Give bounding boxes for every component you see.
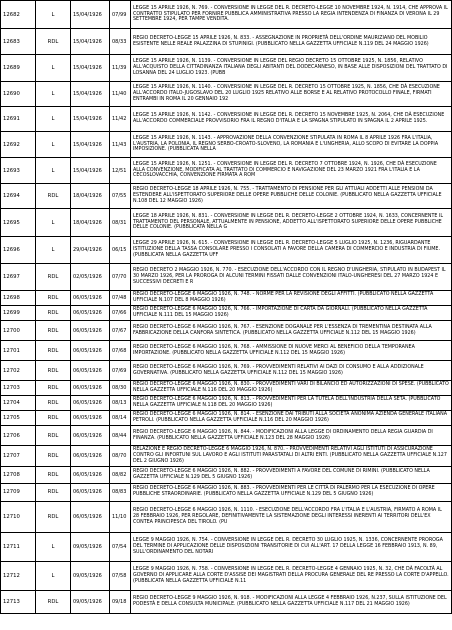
act-type-cell: L: [36, 107, 71, 132]
act-page-cell: 08/30: [110, 381, 131, 396]
act-type-cell: L: [36, 55, 71, 82]
act-type-cell: RDL: [36, 361, 71, 381]
act-type-cell: RDL: [36, 483, 71, 501]
act-page-cell: 11/40: [110, 82, 131, 107]
act-page-cell: 08/31: [110, 209, 131, 237]
act-date-cell: 06/05/1926: [71, 321, 110, 341]
act-type-cell: RDL: [36, 381, 71, 396]
act-date-cell: 06/05/1926: [71, 341, 110, 361]
act-date-cell: 02/05/1926: [71, 264, 110, 291]
act-title-cell: REGIO DECRETO-LEGGE 6 MAGGIO 1926, N. 767. - ESENZIONE DOGANALE PER L'ESSENZA DI TREMENTINA DESTINATA ALLA FABBRICAZIONE DELLA CANFORA SINTETICA. (PUBBLICATO NELLA GAZZETTA UFFICIALE N.112 DEL 15 MAGGIO 1926): [131, 321, 452, 341]
table-row: [1, 158, 452, 184]
act-page-cell: 07/54: [110, 532, 131, 561]
act-number-cell: 12711: [1, 532, 36, 561]
act-type-cell: RDL: [36, 306, 71, 321]
act-title-cell: REGIO DECRETO 2 MAGGIO 1926, N. 770. - ESECUZIONE DELL'ACCORDO CON IL REGNO D'UNGHERIA, STIPULATO IN BUDAPEST IL 30 MARZO 1926, PER LA PROROGA DI ALCUNI TERMINI FISSATI DALLE CONVENZIONI ITALO-UNGHERESI DEL 27 MARZO 1924 E SUCCESSIVI DECRETI E R: [131, 264, 452, 291]
act-number-cell: 12682: [1, 1, 36, 29]
act-number-cell: 12713: [1, 590, 36, 613]
table-row: [1, 107, 452, 132]
table-row: [1, 483, 452, 501]
act-page-cell: 08/33: [110, 29, 131, 55]
table-row: [1, 264, 452, 291]
act-title-cell: REGIO DECRETO-LEGGE 6 MAGGIO 1926, N. 883. - PROVVEDIMENTI PER LE CITTÀ DI PALERMO PER LA ESECUZIONE DI OPERE PUBBLICHE STRAORDINARIE. (PUBBLICATO NELLA GAZZETTA UFFICIALE N.129 DEL 5 GIUGNO 1926): [131, 483, 452, 501]
legislation-table-body: [1, 1, 452, 614]
act-date-cell: 06/05/1926: [71, 466, 110, 483]
table-row: [1, 321, 452, 341]
act-number-cell: 12704: [1, 396, 36, 411]
act-title-cell: REGIO DECRETO-LEGGE 6 MAGGIO 1926, N. 814. - ESENZIONE DAI TRIBUTI ALLA SOCIETÀ ANONIMA AZIENDA GENERALE ITALIANA PETROLI. (PUBBLICATO NELLA GAZZETTA UFFICIALE N.116 DEL 20 MAGGIO 1926): [131, 411, 452, 426]
act-title-cell: REGIO DECRETO-LEGGE 6 MAGGIO 1926, N. 882. - PROVVEDIMENTI A FAVORE DEL COMUNE DI RIMINI. (PUBBLICATO NELLA GAZZETTA UFFICIALE N.129 DEL 5 GIUGNO 1926): [131, 466, 452, 483]
act-date-cell: 15/04/1926: [71, 55, 110, 82]
act-title-cell: LEGGE 15 APRILE 1926, N. 1142. - CONVERSIONE IN LEGGE DEL R. DECRETO 15 NOVEMBRE 1925, N. 2064, CHE DÀ ESECUZIONE ALL'ACCORDO COMMERCIALE PROVVISORIO FRA IL REGNO D'ITALIA E LA SPAGNA STIPULATO IN SPAGNA IL 2 APRILE 1925.: [131, 107, 452, 132]
table-row: [1, 590, 452, 613]
act-number-cell: 12696: [1, 237, 36, 264]
act-type-cell: L: [36, 82, 71, 107]
act-type-cell: L: [36, 237, 71, 264]
act-type-cell: L: [36, 561, 71, 590]
act-number-cell: 12701: [1, 341, 36, 361]
act-title-cell: LEGGE 15 APRILE 1926, N. 1143. - APPROVAZIONE DELLA CONVENZIONE STIPULATA IN ROMA IL 8 APRILE 1926 FRA L'ITALIA, L'AUSTRIA, LA POLONIA, IL REGNO SERBO-CROATO-SLOVENO, LA ROMANIA E L'UNGHERIA, ALLO SCOPO DI EVITARE LA DOPPIA IMPOSIZIONE. (PUBBLICATA NELLA: [131, 132, 452, 158]
act-date-cell: 15/04/1926: [71, 107, 110, 132]
table-row: [1, 466, 452, 483]
act-title-cell: REGIO DECRETO-LEGGE 6 MAGGIO 1926, N. 1110. - ESECUZIONE DELL'ACCORDO FRA L'ITALIA E L'AUSTRIA, FIRMATO A ROMA IL 28 FEBBRAIO 1926, PER REGOLARE, DEFINITIVAMENTE LA SISTEMAZIONE DEGLI INTERESSI INERENTI AI TERRITORI DELL'EX CONTEA PRINCIPESCA DEL TIROLO. (PU: [131, 501, 452, 532]
act-date-cell: 06/05/1926: [71, 446, 110, 467]
act-title-cell: REGIO DECRETO-LEGGE 6 MAGGIO 1926, N. 813. - PROVVEDIMENTI PER LA TUTELA DELL'INDUSTRIA DELLA SETA. (PUBBLICATO NELLA GAZZETTA UFFICIALE N.118 DEL 20 MAGGIO 1926): [131, 396, 452, 411]
act-title-cell: LEGGE 29 APRILE 1926, N. 615. - CONVERSIONE IN LEGGE DEL R. DECRETO-LEGGE 5 LUGLIO 1925, N. 1236, RIGUARDANTE ISTITUZIONE DELLA TASSA CONSOLARE PRESSO I CONSOLATI A FAVORE DELLA CAMERA DI COMMERCIO E INDUSTRIA DI FIUME. (PUBBLICATA NELLA GAZZETTA UFF: [131, 237, 452, 264]
act-type-cell: L: [36, 209, 71, 237]
act-title-cell: LEGGE 15 APRILE 1926, N. 1139. - CONVERSIONE IN LEGGE DEL REGIO DECRETO 15 OTTOBRE 1925, N. 1856, RELATIVO ALL'ACQUISTO DELLA CITTADINANZA ITALIANA DEGLI ABITANTI DEL DODECANNESO, IN BASE ALLE DISPOSIZIONI DEL TRATTATO DI LOSANNA DEL 24 LUGLIO 1923. (PUBB: [131, 55, 452, 82]
act-type-cell: RDL: [36, 501, 71, 532]
table-row: [1, 446, 452, 467]
act-type-cell: L: [36, 532, 71, 561]
table-row: [1, 381, 452, 396]
act-page-cell: 11/39: [110, 55, 131, 82]
act-title-cell: REGIO DECRETO-LEGGE 6 MAGGIO 1926, N. 769. - PROVVEDIMENTI RELATIVI AI DAZI DI CONSUMO E ALLA ADDIZIONALE GOVERNATIVA. (PUBBLICATO NELLA GAZZETTA UFFICIALE N.112 DEL 15 MAGGIO 1926): [131, 361, 452, 381]
act-page-cell: 07/99: [110, 1, 131, 29]
act-title-cell: REGIO DECRETO-LEGGE 9 MAGGIO 1926, N. 918. - MODIFICAZIONI ALLA LEGGE 4 FEBBRAIO 1926, N.237, SULLA ISTITUZIONE DEL PODESTÀ E DELLA CONSULTA MUNICIPALE. (PUBBLICATO NELLA GAZZETTA UFFICIALE N.117 DEL 21 MAGGIO 1926): [131, 590, 452, 613]
act-type-cell: L: [36, 132, 71, 158]
act-number-cell: 12692: [1, 132, 36, 158]
act-date-cell: 06/05/1926: [71, 381, 110, 396]
table-row: [1, 501, 452, 532]
act-page-cell: 08/83: [110, 483, 131, 501]
table-row: [1, 209, 452, 237]
act-type-cell: RDL: [36, 426, 71, 446]
act-title-cell: REGIO DECRETO-LEGGE 6 MAGGIO 1926, N. 748. - NORME PER LA REVISIONE DEGLI AFFITTI. (PUBBLICATO NELLA GAZZETTA UFFICIALE N.107 DEL 8 MAGGIO 1926): [131, 291, 452, 306]
act-page-cell: 07/66: [110, 306, 131, 321]
act-number-cell: 12712: [1, 561, 36, 590]
table-row: [1, 82, 452, 107]
act-title-cell: REGIO DECRETO-LEGGE 6 MAGGIO 1926, N. 768. - AMMISSIONE DI NUOVE MERCI AL BENEFICIO DELLA TEMPORANEA IMPORTAZIONE. (PUBBLICATO NELLA GAZZETTA UFFICIALE N.112 DEL 15 MAGGIO 1926): [131, 341, 452, 361]
act-type-cell: RDL: [36, 29, 71, 55]
act-page-cell: 08/44: [110, 426, 131, 446]
act-type-cell: L: [36, 158, 71, 184]
act-type-cell: RDL: [36, 590, 71, 613]
table-row: [1, 411, 452, 426]
act-title-cell: LEGGE 9 MAGGIO 1926, N. 758. - CONVERSIONE IN LEGGE DEL R. DECRETO-LEGGE 4 GENNAIO 1925, N. 32, CHE DÀ FACOLTÀ AL GOVERNO DI APPLICARE ALLA CORTE D'ASSISE DEI MAGISTRATI DELLA PROCURA GENERALE DEL RE PRESSO LA CORTE D'APPELLO. (PUBBLICATA NELLA GAZZETTA UFFICIALE N.11: [131, 561, 452, 590]
act-page-cell: 12/51: [110, 158, 131, 184]
act-page-cell: 09/18: [110, 590, 131, 613]
act-date-cell: 18/04/1926: [71, 209, 110, 237]
act-title-cell: REGIO DECRETO-LEGGE 6 MAGGIO 1926, N. 830. - PROVVEDIMENTI VARI DI BILANCIO ED AUTORIZZAZIONI DI SPESE. (PUBBLICATO NELLA GAZZETTA UFFICIALE N.116 DEL 20 MAGGIO 1926): [131, 381, 452, 396]
act-number-cell: 12708: [1, 466, 36, 483]
act-page-cell: 11/42: [110, 107, 131, 132]
act-page-cell: 08/82: [110, 466, 131, 483]
act-date-cell: 06/05/1926: [71, 483, 110, 501]
act-page-cell: 11/43: [110, 132, 131, 158]
table-row: [1, 532, 452, 561]
act-page-cell: 07/69: [110, 361, 131, 381]
act-number-cell: 12702: [1, 361, 36, 381]
act-date-cell: 09/05/1926: [71, 532, 110, 561]
act-type-cell: RDL: [36, 411, 71, 426]
act-type-cell: RDL: [36, 466, 71, 483]
act-date-cell: 15/04/1926: [71, 29, 110, 55]
act-date-cell: 06/05/1926: [71, 501, 110, 532]
act-number-cell: 12706: [1, 426, 36, 446]
act-number-cell: 12691: [1, 107, 36, 132]
act-number-cell: 12707: [1, 446, 36, 467]
table-row: [1, 561, 452, 590]
act-title-cell: REGIO DECRETO-LEGGE 15 APRILE 1926, N. 833. - ASSEGNAZIONE IN PROPRIETÀ DELL'ORDINE MAURIZIANO DEL MOBILIO ESISTENTE NELLE REALE PALAZZINA DI STUPINIGI. (PUBBLICATO NELLA GAZZETTA UFFICIALE N.119 DEL 24 MAGGIO 1926): [131, 29, 452, 55]
act-page-cell: 07/48: [110, 291, 131, 306]
act-title-cell: LEGGE 15 APRILE 1926, N. 1251. - CONVERSIONE IN LEGGE DEL R. DECRETO 7 OTTOBRE 1924, N. 1926, CHE DÀ ESECUZIONE ALLA CONVENZIONE, MODIFICATA AL TRATTATO DI COMMERCIO E NAVIGAZIONE DEL 23 MARZO 1921 FRA L'ITALIA E LA CECOSLOVACCHIA, CONVENZIONE FIRMATA A ROM: [131, 158, 452, 184]
act-type-cell: RDL: [36, 446, 71, 467]
act-type-cell: RDL: [36, 321, 71, 341]
table-row: [1, 306, 452, 321]
table-row: [1, 132, 452, 158]
act-number-cell: 12709: [1, 483, 36, 501]
act-page-cell: 08/70: [110, 446, 131, 467]
act-page-cell: 07/55: [110, 184, 131, 209]
act-date-cell: 06/05/1926: [71, 426, 110, 446]
act-type-cell: RDL: [36, 396, 71, 411]
act-number-cell: 12689: [1, 55, 36, 82]
table-row: [1, 55, 452, 82]
act-title-cell: LEGGE 18 APRILE 1926, N. 831. - CONVERSIONE IN LEGGE DEL R. DECRETO-LEGGE 2 OTTOBRE 1924, N. 1633, CONCERNENTE IL TRATTAMENTO DEL PERSONALE, ATTUALMENTE IN PENSIONE, ADDETTO ALL'ISPETTORATO SUPERIORE DELLE OPERE PUBBLICHE DELLE COLONIE. (PUBBLICATA NELLA G: [131, 209, 452, 237]
table-row: [1, 184, 452, 209]
act-date-cell: 09/05/1926: [71, 590, 110, 613]
act-page-cell: 06/15: [110, 237, 131, 264]
act-page-cell: 11/10: [110, 501, 131, 532]
act-date-cell: 18/04/1926: [71, 184, 110, 209]
table-row: [1, 341, 452, 361]
act-type-cell: L: [36, 1, 71, 29]
act-title-cell: REGIO DECRETO-LEGGE 18 APRILE 1926, N. 755. - TRATTAMENTO DI PENSIONE PER GLI ATTUALI ADDETTI ALLE PENSIONI DA ESTENDERE ALL'ISPETTORATO SUPERIORE DELLE OPERE PUBBLICHE DELLE COLONIE. (PUBBLICATO NELLA GAZZETTA UFFICIALE N.108 DEL 12 MAGGIO 1926): [131, 184, 452, 209]
act-type-cell: RDL: [36, 291, 71, 306]
act-number-cell: 12683: [1, 29, 36, 55]
table-row: [1, 29, 452, 55]
act-number-cell: 12695: [1, 209, 36, 237]
act-date-cell: 06/05/1926: [71, 411, 110, 426]
act-title-cell: LEGGE 9 MAGGIO 1926, N. 754. - CONVERSIONE IN LEGGE DEL R. DECRETO 30 LUGLIO 1925, N. 1336, CONCERNENTE PROROGA DEL TERMINE DI APPLICAZIONE DELLE DISPOSIZIONI TRANSITORIE DI CUI ALL'ART. 17 DELLA LEGGE 16 FEBBRAIO 1913, N. 89, SULL'ORDINAMENTO DEL NOTARI: [131, 532, 452, 561]
table-row: [1, 291, 452, 306]
act-date-cell: 06/05/1926: [71, 291, 110, 306]
act-date-cell: 15/04/1926: [71, 1, 110, 29]
act-number-cell: 12698: [1, 291, 36, 306]
act-date-cell: 15/04/1926: [71, 158, 110, 184]
act-number-cell: 12700: [1, 321, 36, 341]
act-page-cell: 07/68: [110, 341, 131, 361]
act-page-cell: 07/67: [110, 321, 131, 341]
act-number-cell: 12710: [1, 501, 36, 532]
act-page-cell: 07/70: [110, 264, 131, 291]
table-row: [1, 396, 452, 411]
act-title-cell: REGIO DECRETO-LEGGE 6 MAGGIO 1926, N. 766. - IMPORTAZIONE DI CARTA DA GIORNALI. (PUBBLICATO NELLA GAZZETTA UFFICIALE N.111 DEL 15 MAGGIO 1926): [131, 306, 452, 321]
table-row: [1, 1, 452, 29]
act-date-cell: 06/05/1926: [71, 396, 110, 411]
act-page-cell: 07/58: [110, 561, 131, 590]
act-number-cell: 12690: [1, 82, 36, 107]
act-number-cell: 12703: [1, 381, 36, 396]
act-title-cell: RELAZIONE E REGIO DECRETO-LEGGE 6 MAGGIO 1926, N. 870. - PROVVEDIMENTI RELATIVI AGLI ISTITUTI DI ASSICURAZIONE CONTRO GLI INFORTUNI SUL LAVORO E AGLI ISTITUTI PARASTATALI DI ALTRI ENTI. (PUBBLICATO NELLA GAZZETTA UFFICIALE N.127 DEL 2 GIUGNO 1926): [131, 446, 452, 467]
act-number-cell: 12697: [1, 264, 36, 291]
act-page-cell: 08/14: [110, 411, 131, 426]
table-row: [1, 237, 452, 264]
act-date-cell: 29/04/1926: [71, 237, 110, 264]
table-row: [1, 361, 452, 381]
act-date-cell: 06/05/1926: [71, 361, 110, 381]
act-type-cell: RDL: [36, 341, 71, 361]
act-date-cell: 15/04/1926: [71, 82, 110, 107]
act-number-cell: 12693: [1, 158, 36, 184]
act-number-cell: 12699: [1, 306, 36, 321]
act-title-cell: LEGGE 15 APRILE 1926, N. 1140. - CONVERSIONE IN LEGGE DEL R. DECRETO 15 OTTOBRE 1925, N. 1856, CHE DÀ ESECUZIONE ALL'ACCORDO ITALO-JUGOSLAVO DEL 20 LUGLIO 1925 RELATIVO ALLE BORSE E AL RELATIVO PROTOCOLLO FINALE, FIRMATI ENTRAMBI IN ROMA IL 20 GENNAIO 192: [131, 82, 452, 107]
act-number-cell: 12694: [1, 184, 36, 209]
act-title-cell: REGIO DECRETO-LEGGE 6 MAGGIO 1926, N. 844. - MODIFICAZIONI ALLA LEGGE DI ORDINAMENTO DELLA REGIA GUARDIA DI FINANZA. (PUBBLICATO NELLA GAZZETTA UFFICIALE N.123 DEL 28 MAGGIO 1926): [131, 426, 452, 446]
act-date-cell: 06/05/1926: [71, 306, 110, 321]
act-title-cell: LEGGE 15 APRILE 1926, N. 769. - CONVERSIONE IN LEGGE DEL R. DECRETO-LEGGE 10 NOVEMBRE 1924, N. 1914, CHE APPROVA IL CONTRATTO STIPULATO PER FORNIRE PUBBLICA AMMINISTRATIVA PRESSO LA REGIA INTENDENZA DI FINANZA DI VERONA IL 29 SETTEMBRE 1924, PER TAMPE VENDITA.: [131, 1, 452, 29]
act-type-cell: RDL: [36, 264, 71, 291]
act-date-cell: 09/05/1926: [71, 561, 110, 590]
act-date-cell: 15/04/1926: [71, 132, 110, 158]
act-type-cell: RDL: [36, 184, 71, 209]
act-page-cell: 08/13: [110, 396, 131, 411]
act-number-cell: 12705: [1, 411, 36, 426]
table-row: [1, 426, 452, 446]
